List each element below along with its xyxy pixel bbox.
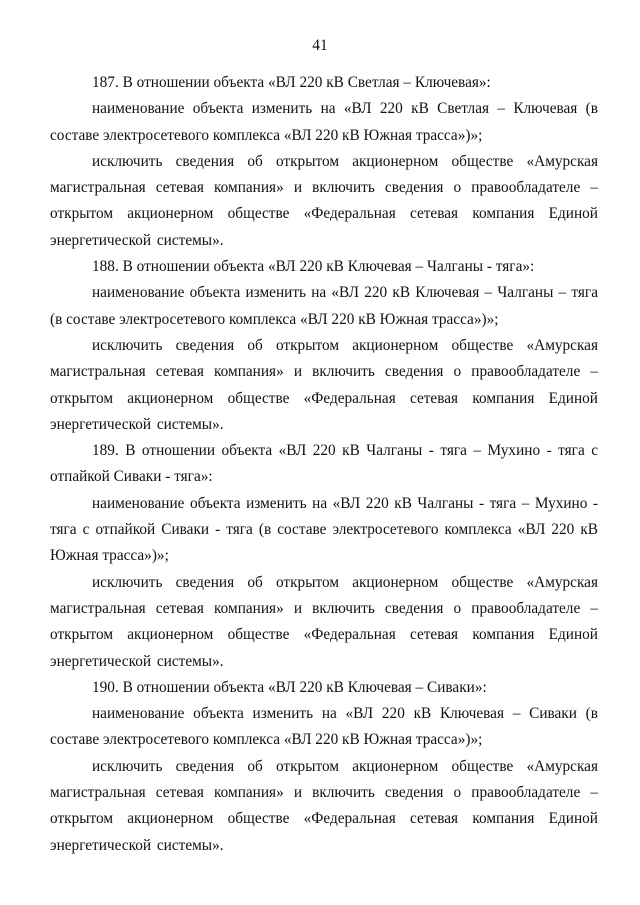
section-188-exclude: исключить сведения об открытом акционерном обществе «Амурская магистральная сетевая компания» и включить сведения о правообладателе – открытом акционерном обществе «Федеральная сетевая компания Единой энергетической системы».	[50, 336, 598, 433]
section-190-heading: 190. В отношении объекта «ВЛ 220 кВ Ключевая – Сиваки»:	[92, 678, 487, 696]
section-187-exclude: исключить сведения об открытом акционерном обществе «Амурская магистральная сетевая компания» и включить сведения о правообладателе – открытом акционерном обществе «Федеральная сетевая компания Единой энергетической системы».	[50, 152, 598, 249]
section-189-rename: наименование объекта изменить на «ВЛ 220 кВ Чалганы - тяга – Мухино - тяга с отпайкой Сиваки - тяга (в составе электросетевого комплекса «ВЛ 220 кВ Южная трасса»)»;	[50, 494, 598, 565]
section-188-heading: 188. В отношении объекта «ВЛ 220 кВ Ключевая – Чалганы - тяга»:	[92, 258, 535, 276]
section-187-rename: наименование объекта изменить на «ВЛ 220 кВ Светлая – Ключевая (в составе электросетевого комплекса «ВЛ 220 кВ Южная трасса»)»;	[50, 100, 598, 144]
section-189-exclude: исключить сведения об открытом акционерном обществе «Амурская магистральная сетевая компания» и включить сведения о правообладателе – открытом акционерном обществе «Федеральная сетевая компания Единой энергетической системы».	[50, 573, 598, 670]
page-number: 41	[312, 37, 328, 54]
section-190-rename: наименование объекта изменить на «ВЛ 220 кВ Ключевая – Сиваки (в составе электросетевого комплекса «ВЛ 220 кВ Южная трасса»)»;	[50, 705, 598, 749]
section-189-heading: 189. В отношении объекта «ВЛ 220 кВ Чалганы - тяга – Мухино - тяга с отпайкой Сиваки - тяга»:	[50, 442, 598, 486]
section-187-heading: 187. В отношении объекта «ВЛ 220 кВ Светлая – Ключевая»:	[92, 74, 491, 91]
section-190-exclude: исключить сведения об открытом акционерном обществе «Амурская магистральная сетевая компания» и включить сведения о правообладателе – открытом акционерном обществе «Федеральная сетевая компания Единой энергетической системы».	[50, 757, 598, 854]
section-188-rename: наименование объекта изменить на «ВЛ 220 кВ Ключевая – Чалганы – тяга (в составе электросетевого комплекса «ВЛ 220 кВ Южная трасса»)»;	[50, 284, 598, 328]
document-body	[50, 70, 598, 859]
